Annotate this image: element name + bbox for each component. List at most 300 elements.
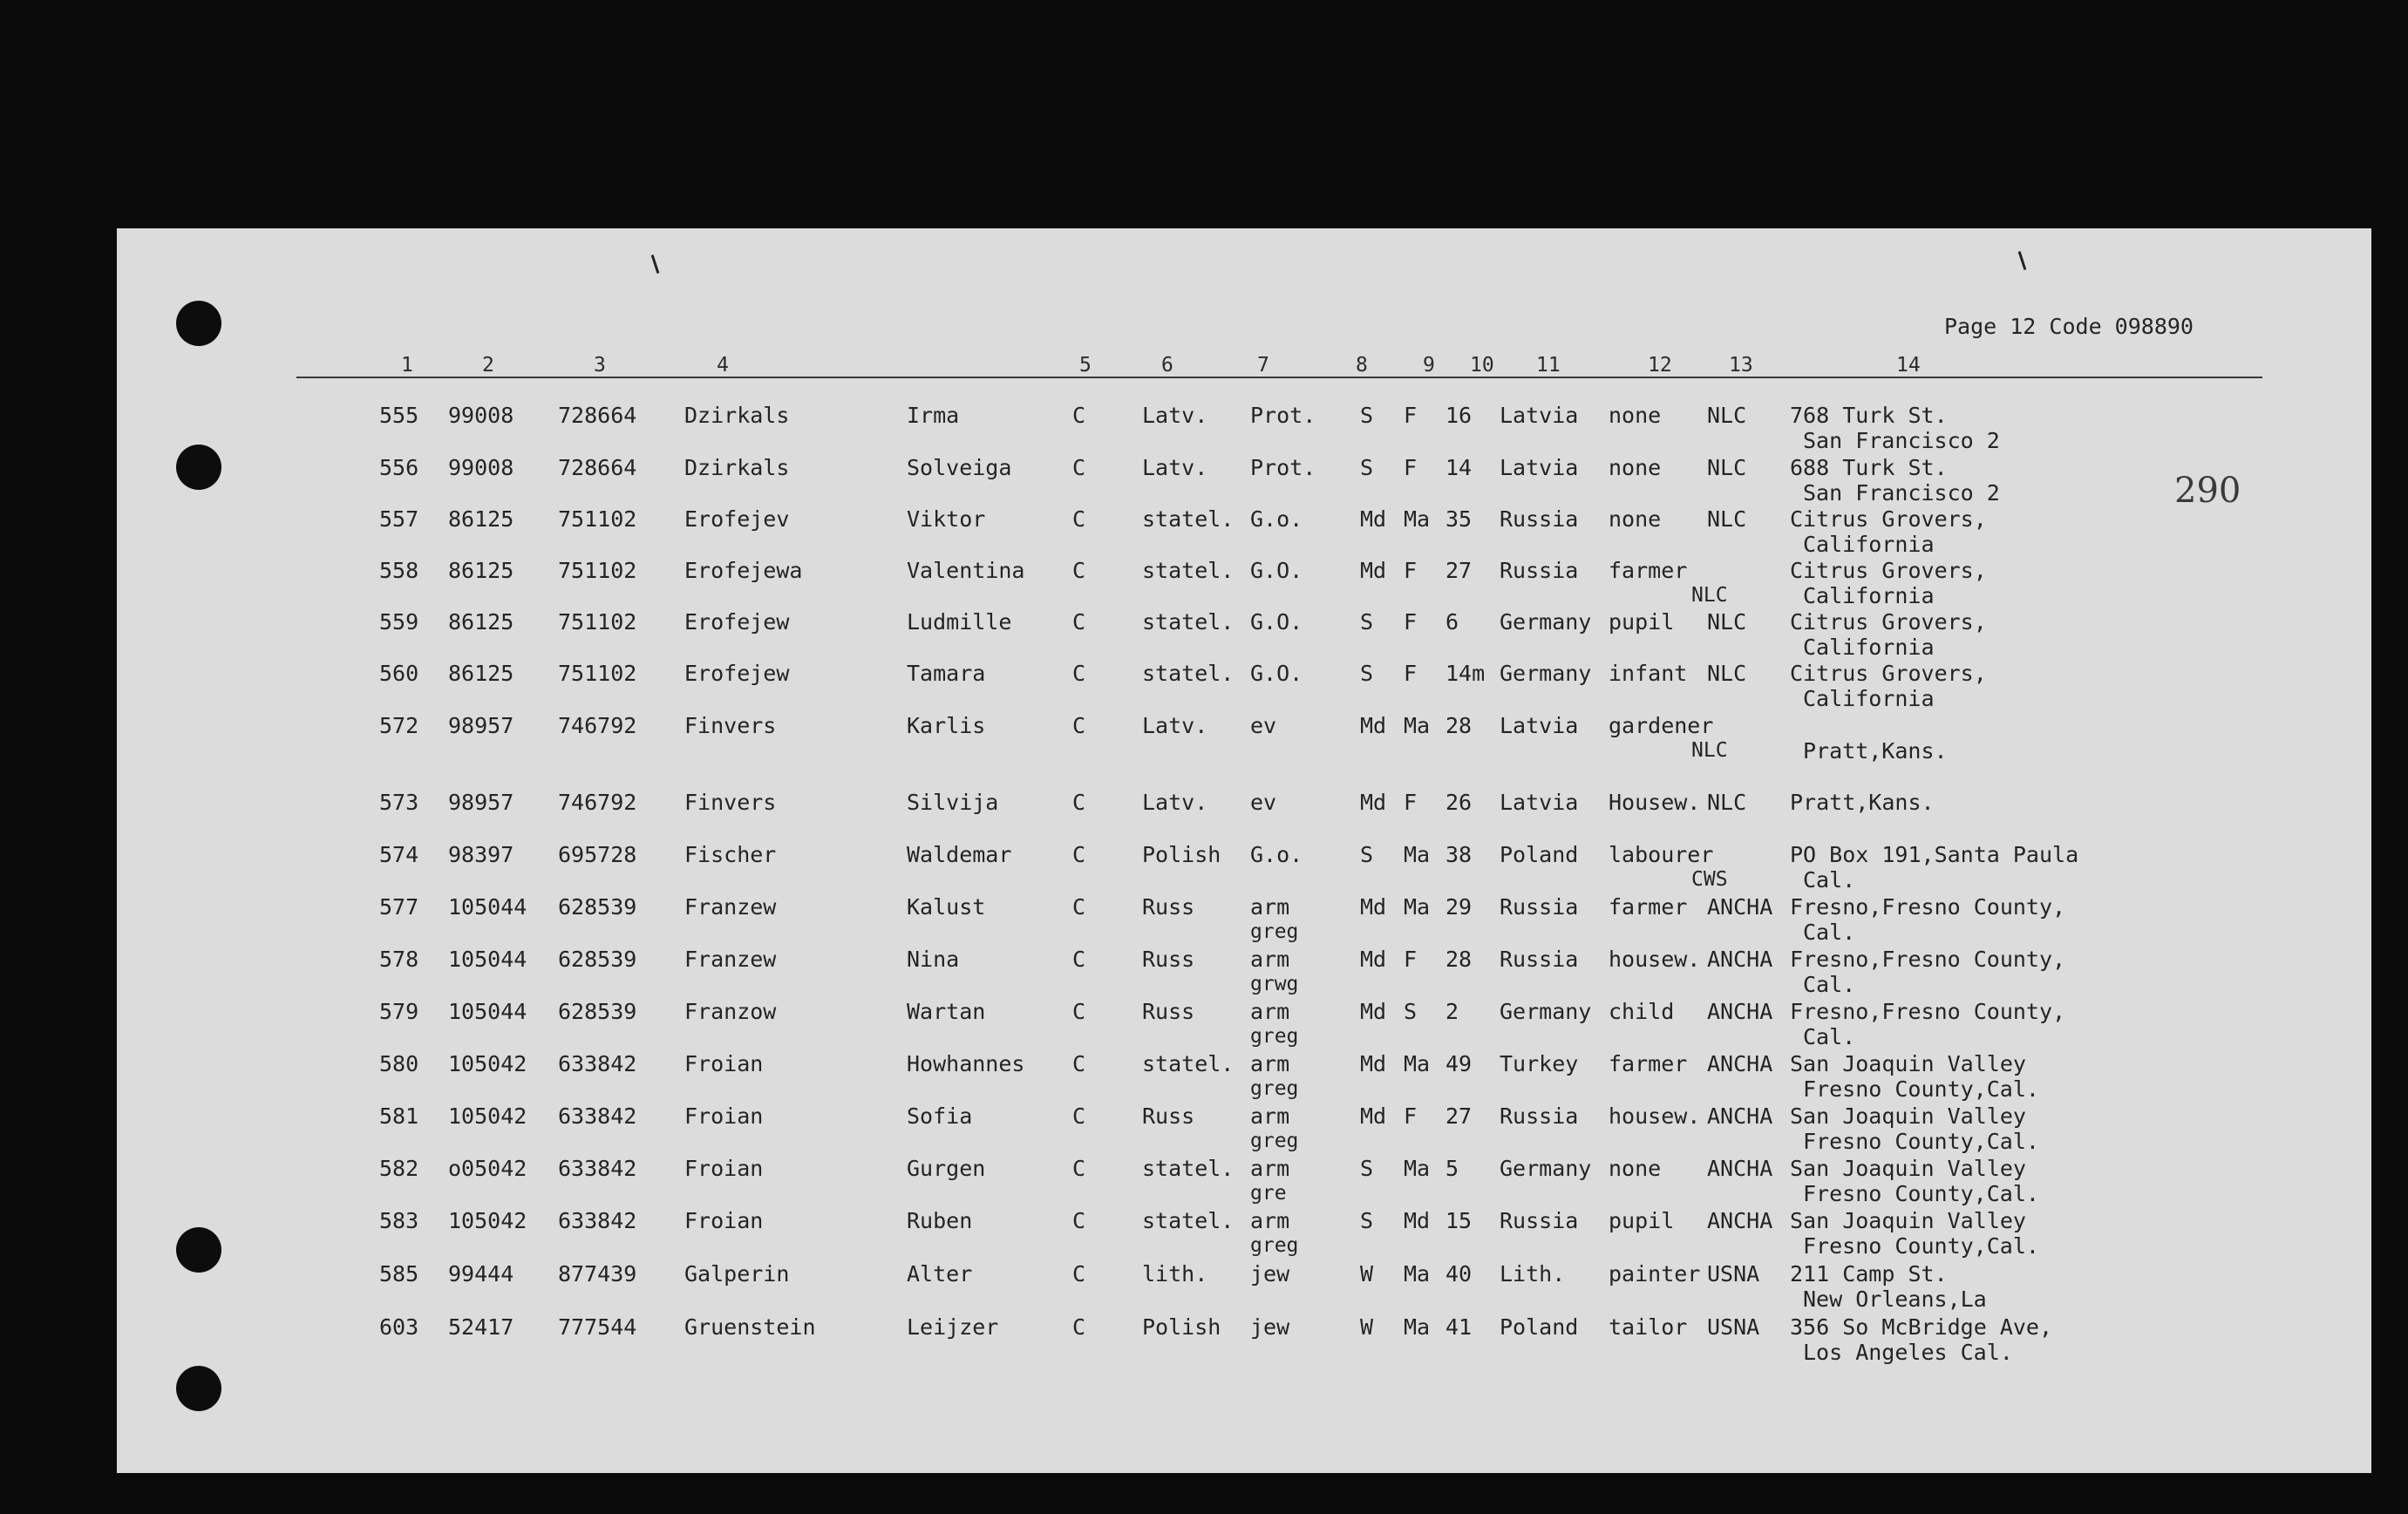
agency-code: NLC bbox=[1707, 506, 1747, 532]
agency-code: USNA bbox=[1707, 1261, 1760, 1287]
occupation: farmer bbox=[1609, 1051, 1688, 1076]
column-number: 14 bbox=[1896, 354, 1921, 377]
surname: Dzirkals bbox=[684, 455, 790, 480]
surname: Franzew bbox=[684, 894, 777, 920]
address-line-1: Fresno,Fresno County, bbox=[1790, 999, 2066, 1024]
record-number: 582 bbox=[379, 1156, 419, 1181]
address-line-1: 211 Camp St. bbox=[1790, 1261, 1948, 1287]
sex: F bbox=[1404, 661, 1418, 686]
country-of-birth: Latvia bbox=[1500, 403, 1579, 428]
given-name: Irma bbox=[907, 403, 960, 428]
sex: Ma bbox=[1404, 1314, 1431, 1340]
age: 38 bbox=[1445, 842, 1473, 867]
nationality: Latv. bbox=[1142, 403, 1208, 428]
file-number: 877439 bbox=[558, 1261, 637, 1287]
address-line-1: San Joaquin Valley bbox=[1790, 1103, 2026, 1129]
address-line-1: Pratt,Kans. bbox=[1790, 790, 1935, 815]
case-number: 98957 bbox=[448, 713, 514, 738]
surname: Franzew bbox=[684, 947, 777, 972]
religion-detail: greg bbox=[1250, 1077, 1299, 1100]
religion: arm bbox=[1250, 1103, 1290, 1129]
file-number: 751102 bbox=[558, 558, 637, 583]
religion: arm bbox=[1250, 1208, 1290, 1233]
nationality: statel. bbox=[1142, 1156, 1235, 1181]
given-name: Tamara bbox=[907, 661, 986, 686]
file-number: 777544 bbox=[558, 1314, 637, 1340]
surname: Froian bbox=[684, 1208, 764, 1233]
sex: Ma bbox=[1404, 506, 1431, 532]
column-number: 7 bbox=[1257, 354, 1269, 377]
agency-code: NLC bbox=[1707, 790, 1747, 815]
case-number: 105042 bbox=[448, 1208, 527, 1233]
age: 14m bbox=[1445, 661, 1486, 686]
sex: S bbox=[1404, 999, 1418, 1024]
record-number: 580 bbox=[379, 1051, 419, 1076]
record-number: 581 bbox=[379, 1103, 419, 1129]
address-line-1: 768 Turk St. bbox=[1790, 403, 1948, 428]
category: C bbox=[1072, 403, 1086, 428]
nationality: Polish bbox=[1142, 842, 1221, 867]
marital-status: W bbox=[1360, 1314, 1374, 1340]
country-of-birth: Turkey bbox=[1500, 1051, 1579, 1076]
record-number: 555 bbox=[379, 403, 419, 428]
marital-status: S bbox=[1360, 1156, 1374, 1181]
surname: Dzirkals bbox=[684, 403, 790, 428]
category: C bbox=[1072, 713, 1086, 738]
country-of-birth: Germany bbox=[1500, 609, 1592, 635]
given-name: Valentina bbox=[907, 558, 1025, 583]
sex: Ma bbox=[1404, 713, 1431, 738]
handwritten-page-number: 290 bbox=[2174, 471, 2241, 511]
address-line-1: PO Box 191,Santa Paula bbox=[1790, 842, 2079, 867]
case-number: 105044 bbox=[448, 947, 527, 972]
agency-code: CWS bbox=[1691, 868, 1728, 891]
file-number: 728664 bbox=[558, 455, 637, 480]
sex: Md bbox=[1404, 1208, 1431, 1233]
address-line-2: Fresno County,Cal. bbox=[1803, 1076, 2039, 1102]
sex: F bbox=[1404, 947, 1418, 972]
religion-detail: greg bbox=[1250, 1025, 1299, 1048]
religion: G.O. bbox=[1250, 558, 1303, 583]
occupation: housew. bbox=[1609, 947, 1701, 972]
category: C bbox=[1072, 558, 1086, 583]
surname: Erofejev bbox=[684, 506, 790, 532]
header-rule bbox=[296, 377, 2262, 378]
category: C bbox=[1072, 894, 1086, 920]
surname: Froian bbox=[684, 1156, 764, 1181]
case-number: 99444 bbox=[448, 1261, 514, 1287]
record-number: 560 bbox=[379, 661, 419, 686]
column-number: 11 bbox=[1536, 354, 1561, 377]
religion: arm bbox=[1250, 947, 1290, 972]
religion: arm bbox=[1250, 894, 1290, 920]
record-number: 558 bbox=[379, 558, 419, 583]
agency-code: NLC bbox=[1707, 455, 1747, 480]
marital-status: Md bbox=[1360, 999, 1387, 1024]
country-of-birth: Russia bbox=[1500, 1208, 1579, 1233]
agency-code: ANCHA bbox=[1707, 1103, 1773, 1129]
category: C bbox=[1072, 790, 1086, 815]
country-of-birth: Russia bbox=[1500, 947, 1579, 972]
page-code: Page 12 Code 098890 bbox=[1944, 314, 2194, 339]
religion: ev bbox=[1250, 790, 1277, 815]
nationality: lith. bbox=[1142, 1261, 1208, 1287]
address-line-2: California bbox=[1803, 635, 1935, 660]
nationality: statel. bbox=[1142, 1051, 1235, 1076]
file-number: 628539 bbox=[558, 999, 637, 1024]
agency-code: ANCHA bbox=[1707, 999, 1773, 1024]
sex: Ma bbox=[1404, 1261, 1431, 1287]
marital-status: S bbox=[1360, 403, 1374, 428]
case-number: 98957 bbox=[448, 790, 514, 815]
sex: F bbox=[1404, 558, 1418, 583]
record-number: 585 bbox=[379, 1261, 419, 1287]
given-name: Howhannes bbox=[907, 1051, 1025, 1076]
religion: G.o. bbox=[1250, 506, 1303, 532]
religion: jew bbox=[1250, 1261, 1290, 1287]
file-number: 695728 bbox=[558, 842, 637, 867]
religion: G.O. bbox=[1250, 609, 1303, 635]
address-line-2: Los Angeles Cal. bbox=[1803, 1340, 2013, 1365]
address-line-1: San Joaquin Valley bbox=[1790, 1208, 2026, 1233]
address-line-2: Fresno County,Cal. bbox=[1803, 1233, 2039, 1259]
file-number: 751102 bbox=[558, 609, 637, 635]
marital-status: Md bbox=[1360, 558, 1387, 583]
surname: Froian bbox=[684, 1103, 764, 1129]
occupation: pupil bbox=[1609, 609, 1675, 635]
occupation: labourer bbox=[1609, 842, 1714, 867]
nationality: Russ bbox=[1142, 894, 1195, 920]
age: 28 bbox=[1445, 947, 1473, 972]
case-number: 52417 bbox=[448, 1314, 514, 1340]
given-name: Kalust bbox=[907, 894, 986, 920]
agency-code: ANCHA bbox=[1707, 1051, 1773, 1076]
given-name: Gurgen bbox=[907, 1156, 986, 1181]
agency-code: NLC bbox=[1707, 609, 1747, 635]
surname: Froian bbox=[684, 1051, 764, 1076]
category: C bbox=[1072, 1051, 1086, 1076]
nationality: statel. bbox=[1142, 609, 1235, 635]
column-number: 9 bbox=[1423, 354, 1435, 377]
record-number: 556 bbox=[379, 455, 419, 480]
given-name: Ludmille bbox=[907, 609, 1012, 635]
marital-status: Md bbox=[1360, 790, 1387, 815]
case-number: 99008 bbox=[448, 455, 514, 480]
file-number: 633842 bbox=[558, 1156, 637, 1181]
nationality: statel. bbox=[1142, 1208, 1235, 1233]
address-line-1: Fresno,Fresno County, bbox=[1790, 894, 2066, 920]
punch-hole bbox=[176, 301, 221, 346]
file-number: 728664 bbox=[558, 403, 637, 428]
address-line-2: Pratt,Kans. bbox=[1803, 738, 1948, 764]
agency-code: ANCHA bbox=[1707, 1208, 1773, 1233]
country-of-birth: Russia bbox=[1500, 558, 1579, 583]
given-name: Alter bbox=[907, 1261, 973, 1287]
punch-hole bbox=[176, 1366, 221, 1411]
address-line-1: Citrus Grovers, bbox=[1790, 506, 1987, 532]
occupation: none bbox=[1609, 455, 1662, 480]
religion: Prot. bbox=[1250, 455, 1316, 480]
category: C bbox=[1072, 455, 1086, 480]
file-number: 746792 bbox=[558, 713, 637, 738]
surname: Fischer bbox=[684, 842, 777, 867]
surname: Erofejewa bbox=[684, 558, 803, 583]
country-of-birth: Poland bbox=[1500, 842, 1579, 867]
address-line-1: San Joaquin Valley bbox=[1790, 1156, 2026, 1181]
occupation: none bbox=[1609, 403, 1662, 428]
occupation: none bbox=[1609, 1156, 1662, 1181]
surname: Gruenstein bbox=[684, 1314, 816, 1340]
country-of-birth: Poland bbox=[1500, 1314, 1579, 1340]
address-line-2: Fresno County,Cal. bbox=[1803, 1181, 2039, 1206]
surname: Franzow bbox=[684, 999, 777, 1024]
given-name: Solveiga bbox=[907, 455, 1012, 480]
address-line-1: 356 So McBridge Ave, bbox=[1790, 1314, 2053, 1340]
record-number: 573 bbox=[379, 790, 419, 815]
age: 2 bbox=[1445, 999, 1459, 1024]
surname: Finvers bbox=[684, 713, 777, 738]
address-line-2: California bbox=[1803, 686, 1935, 711]
record-number: 577 bbox=[379, 894, 419, 920]
record-number: 578 bbox=[379, 947, 419, 972]
category: C bbox=[1072, 1103, 1086, 1129]
column-number: 3 bbox=[594, 354, 606, 377]
occupation: none bbox=[1609, 506, 1662, 532]
file-number: 628539 bbox=[558, 947, 637, 972]
age: 27 bbox=[1445, 1103, 1473, 1129]
nationality: Latv. bbox=[1142, 713, 1208, 738]
age: 14 bbox=[1445, 455, 1473, 480]
file-number: 633842 bbox=[558, 1208, 637, 1233]
nationality: Russ bbox=[1142, 947, 1195, 972]
category: C bbox=[1072, 842, 1086, 867]
occupation: tailor bbox=[1609, 1314, 1688, 1340]
address-line-1: Citrus Grovers, bbox=[1790, 558, 1987, 583]
case-number: 86125 bbox=[448, 558, 514, 583]
address-line-2: Cal. bbox=[1803, 972, 1856, 997]
sex: Ma bbox=[1404, 894, 1431, 920]
sex: F bbox=[1404, 790, 1418, 815]
address-line-2: San Francisco 2 bbox=[1803, 428, 2000, 453]
case-number: 98397 bbox=[448, 842, 514, 867]
address-line-2: Fresno County,Cal. bbox=[1803, 1129, 2039, 1154]
marital-status: Md bbox=[1360, 947, 1387, 972]
address-line-1: Citrus Grovers, bbox=[1790, 661, 1987, 686]
marital-status: W bbox=[1360, 1261, 1374, 1287]
occupation: gardener bbox=[1609, 713, 1714, 738]
given-name: Sofia bbox=[907, 1103, 973, 1129]
sex: F bbox=[1404, 609, 1418, 635]
country-of-birth: Germany bbox=[1500, 1156, 1592, 1181]
category: C bbox=[1072, 1261, 1086, 1287]
address-line-1: San Joaquin Valley bbox=[1790, 1051, 2026, 1076]
age: 41 bbox=[1445, 1314, 1473, 1340]
address-line-2: Cal. bbox=[1803, 920, 1856, 945]
category: C bbox=[1072, 999, 1086, 1024]
marital-status: Md bbox=[1360, 506, 1387, 532]
address-line-2: California bbox=[1803, 583, 1935, 608]
address-line-2: San Francisco 2 bbox=[1803, 480, 2000, 506]
column-number: 13 bbox=[1729, 354, 1753, 377]
religion-detail: greg bbox=[1250, 1130, 1299, 1152]
religion: arm bbox=[1250, 999, 1290, 1024]
age: 49 bbox=[1445, 1051, 1473, 1076]
marital-status: S bbox=[1360, 842, 1374, 867]
occupation: pupil bbox=[1609, 1208, 1675, 1233]
record-number: 583 bbox=[379, 1208, 419, 1233]
address-line-2: New Orleans,La bbox=[1803, 1287, 1987, 1312]
given-name: Waldemar bbox=[907, 842, 1012, 867]
country-of-birth: Latvia bbox=[1500, 790, 1579, 815]
case-number: 86125 bbox=[448, 609, 514, 635]
file-number: 633842 bbox=[558, 1051, 637, 1076]
agency-code: NLC bbox=[1707, 661, 1747, 686]
nationality: statel. bbox=[1142, 661, 1235, 686]
sex: Ma bbox=[1404, 1051, 1431, 1076]
case-number: 105044 bbox=[448, 999, 527, 1024]
column-number: 1 bbox=[401, 354, 413, 377]
age: 5 bbox=[1445, 1156, 1459, 1181]
country-of-birth: Russia bbox=[1500, 506, 1579, 532]
case-number: 99008 bbox=[448, 403, 514, 428]
sex: F bbox=[1404, 403, 1418, 428]
record-number: 559 bbox=[379, 609, 419, 635]
sex: Ma bbox=[1404, 842, 1431, 867]
record-number: 574 bbox=[379, 842, 419, 867]
record-number: 557 bbox=[379, 506, 419, 532]
address-line-1: Fresno,Fresno County, bbox=[1790, 947, 2066, 972]
column-number: 10 bbox=[1470, 354, 1494, 377]
nationality: statel. bbox=[1142, 558, 1235, 583]
occupation: child bbox=[1609, 999, 1675, 1024]
case-number: 105042 bbox=[448, 1051, 527, 1076]
category: C bbox=[1072, 609, 1086, 635]
case-number: o05042 bbox=[448, 1156, 527, 1181]
case-number: 105042 bbox=[448, 1103, 527, 1129]
given-name: Ruben bbox=[907, 1208, 973, 1233]
nationality: Polish bbox=[1142, 1314, 1221, 1340]
file-number: 628539 bbox=[558, 894, 637, 920]
address-line-2: California bbox=[1803, 532, 1935, 557]
column-number: 2 bbox=[482, 354, 494, 377]
case-number: 105044 bbox=[448, 894, 527, 920]
age: 6 bbox=[1445, 609, 1459, 635]
agency-code: ANCHA bbox=[1707, 1156, 1773, 1181]
punch-hole bbox=[176, 1227, 221, 1273]
category: C bbox=[1072, 661, 1086, 686]
religion: Prot. bbox=[1250, 403, 1316, 428]
case-number: 86125 bbox=[448, 661, 514, 686]
age: 28 bbox=[1445, 713, 1473, 738]
age: 16 bbox=[1445, 403, 1473, 428]
sex: F bbox=[1404, 1103, 1418, 1129]
marital-status: Md bbox=[1360, 1051, 1387, 1076]
country-of-birth: Lith. bbox=[1500, 1261, 1566, 1287]
religion-detail: greg bbox=[1250, 920, 1299, 943]
given-name: Viktor bbox=[907, 506, 986, 532]
record-number: 603 bbox=[379, 1314, 419, 1340]
column-number: 8 bbox=[1356, 354, 1368, 377]
agency-code: ANCHA bbox=[1707, 947, 1773, 972]
agency-code: ANCHA bbox=[1707, 894, 1773, 920]
given-name: Silvija bbox=[907, 790, 999, 815]
country-of-birth: Latvia bbox=[1500, 713, 1579, 738]
religion-detail: grwg bbox=[1250, 973, 1299, 995]
occupation: infant bbox=[1609, 661, 1688, 686]
agency-code: NLC bbox=[1691, 584, 1728, 607]
category: C bbox=[1072, 1208, 1086, 1233]
surname: Erofejew bbox=[684, 609, 790, 635]
category: C bbox=[1072, 1156, 1086, 1181]
occupation: farmer bbox=[1609, 894, 1688, 920]
given-name: Wartan bbox=[907, 999, 986, 1024]
column-number: 4 bbox=[717, 354, 729, 377]
file-number: 751102 bbox=[558, 661, 637, 686]
nationality: Russ bbox=[1142, 1103, 1195, 1129]
column-number: 5 bbox=[1079, 354, 1092, 377]
marital-status: S bbox=[1360, 1208, 1374, 1233]
address-line-1: 688 Turk St. bbox=[1790, 455, 1948, 480]
category: C bbox=[1072, 1314, 1086, 1340]
religion-detail: gre bbox=[1250, 1182, 1287, 1205]
nationality: Russ bbox=[1142, 999, 1195, 1024]
marital-status: S bbox=[1360, 455, 1374, 480]
record-number: 579 bbox=[379, 999, 419, 1024]
religion: jew bbox=[1250, 1314, 1290, 1340]
punch-hole bbox=[176, 445, 221, 490]
sex: F bbox=[1404, 455, 1418, 480]
religion: ev bbox=[1250, 713, 1277, 738]
religion-detail: greg bbox=[1250, 1234, 1299, 1257]
country-of-birth: Germany bbox=[1500, 661, 1592, 686]
country-of-birth: Russia bbox=[1500, 894, 1579, 920]
nationality: Latv. bbox=[1142, 790, 1208, 815]
surname: Finvers bbox=[684, 790, 777, 815]
file-number: 746792 bbox=[558, 790, 637, 815]
column-number: 12 bbox=[1648, 354, 1672, 377]
case-number: 86125 bbox=[448, 506, 514, 532]
column-number: 6 bbox=[1161, 354, 1173, 377]
address-line-1: Citrus Grovers, bbox=[1790, 609, 1987, 635]
agency-code: USNA bbox=[1707, 1314, 1760, 1340]
address-line-2: Cal. bbox=[1803, 867, 1856, 893]
nationality: statel. bbox=[1142, 506, 1235, 532]
agency-code: NLC bbox=[1691, 739, 1728, 762]
agency-code: NLC bbox=[1707, 403, 1747, 428]
given-name: Leijzer bbox=[907, 1314, 999, 1340]
address-line-2: Cal. bbox=[1803, 1024, 1856, 1049]
marital-status: Md bbox=[1360, 713, 1387, 738]
religion: arm bbox=[1250, 1051, 1290, 1076]
file-number: 633842 bbox=[558, 1103, 637, 1129]
category: C bbox=[1072, 947, 1086, 972]
occupation: Housew. bbox=[1609, 790, 1701, 815]
age: 15 bbox=[1445, 1208, 1473, 1233]
given-name: Karlis bbox=[907, 713, 986, 738]
country-of-birth: Russia bbox=[1500, 1103, 1579, 1129]
marital-status: S bbox=[1360, 661, 1374, 686]
age: 40 bbox=[1445, 1261, 1473, 1287]
marital-status: S bbox=[1360, 609, 1374, 635]
country-of-birth: Latvia bbox=[1500, 455, 1579, 480]
age: 27 bbox=[1445, 558, 1473, 583]
religion: G.O. bbox=[1250, 661, 1303, 686]
marital-status: Md bbox=[1360, 894, 1387, 920]
age: 26 bbox=[1445, 790, 1473, 815]
occupation: painter bbox=[1609, 1261, 1701, 1287]
country-of-birth: Germany bbox=[1500, 999, 1592, 1024]
surname: Erofejew bbox=[684, 661, 790, 686]
